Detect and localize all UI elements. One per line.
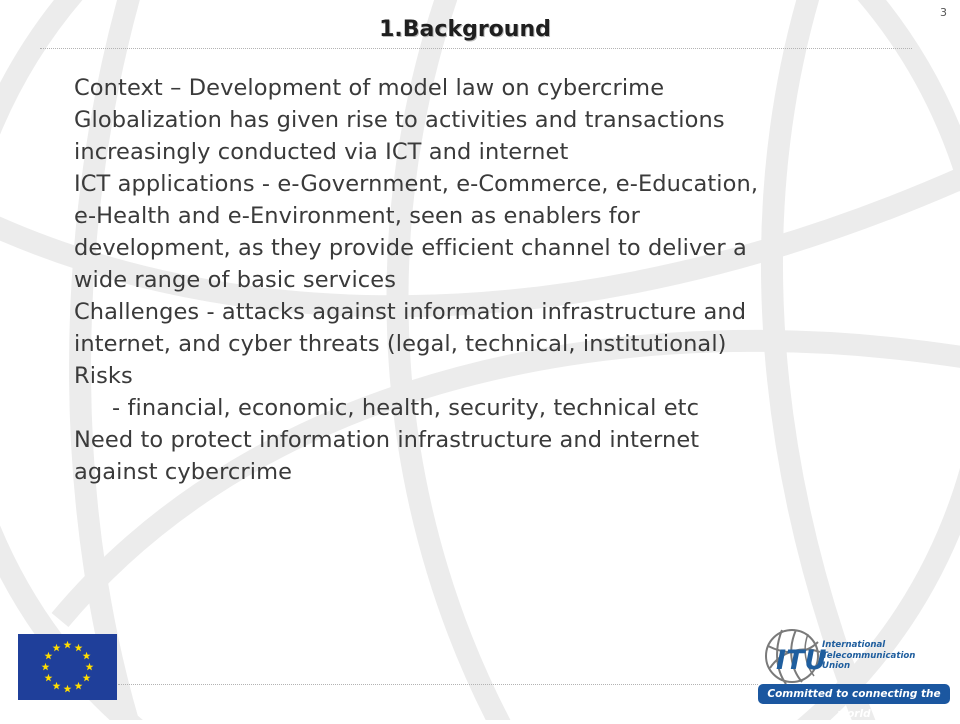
body-line: wide range of basic services [74,267,397,293]
body-line: development, as they provide efficient channel to deliver a [74,235,747,261]
body-line: ICT applications - e-Government, e-Commerce, e-Education, [74,171,759,197]
top-divider [40,48,912,49]
slide-title: 1.Background [379,17,551,42]
itu-name [822,640,952,672]
body-line: - financial, economic, health, security, technical etc [112,395,700,421]
eu-flag-icon [18,634,117,700]
body-line: increasingly conducted via ICT and internet [74,139,569,165]
body-line: Globalization has given rise to activities and transactions [74,107,725,133]
body-line: internet, and cyber threats (legal, technical, institutional) [74,331,727,357]
itu-slogan: Committed to connecting the world [767,688,941,720]
page-number: 3 [940,6,947,19]
body-line: against cybercrime [74,459,293,485]
itu-globe-icon [766,630,826,684]
itu-name-line: Telecommunication [822,650,916,661]
body-line: Challenges - attacks against information infrastructure and [74,299,747,325]
body-line: Need to protect information infrastructure and internet [74,427,700,453]
slide-body [74,72,914,488]
body-line: Risks [74,363,133,389]
body-line: e-Health and e-Environment, seen as enablers for [74,203,641,229]
bottom-divider [118,684,758,685]
body-line: Context – Development of model law on cybercrime [74,75,665,101]
itu-name-line: International [822,640,886,650]
svg-text:ITU: ITU [776,645,827,676]
itu-name-line: Union [822,661,851,671]
